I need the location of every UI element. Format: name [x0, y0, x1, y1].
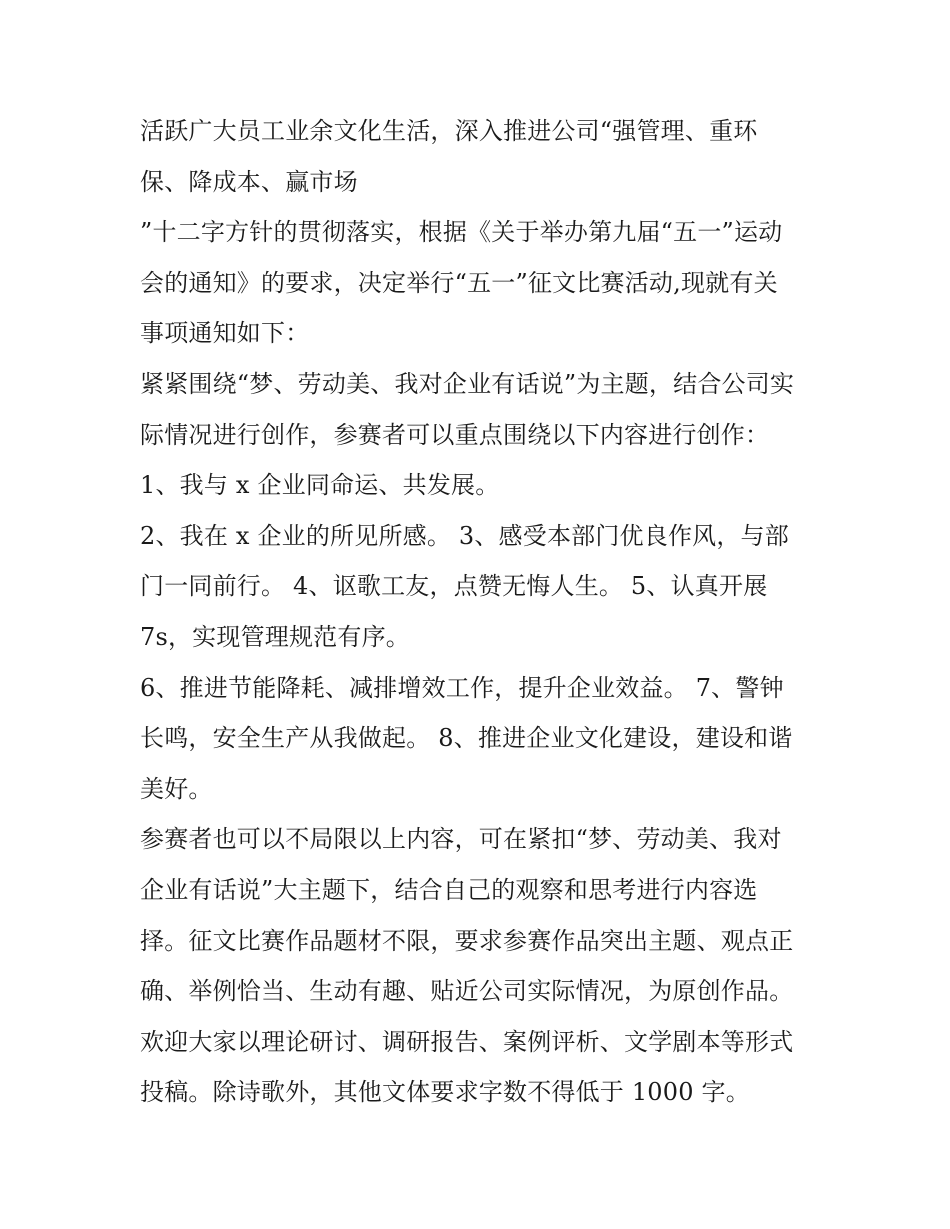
text-line: 长鸣，安全生产从我做起。 8、推进企业文化建设，建设和谐 — [140, 724, 793, 753]
text-line: 7s，实现管理规范有序。 — [140, 622, 410, 651]
text-line: 择。征文比赛作品题材不限，要求参赛作品突出主题、观点正 — [140, 926, 794, 955]
text-line: 美好。 — [140, 774, 213, 803]
text-line: 际情况进行创作，参赛者可以重点围绕以下内容进行创作： — [140, 420, 770, 449]
text-line: 确、举例恰当、生动有趣、贴近公司实际情况，为原创作品。 — [140, 977, 794, 1006]
text-line: 2、我在 x 企业的所见所感。 3、感受本部门优良作风，与部 — [140, 521, 789, 550]
text-line: 门一同前行。 4、讴歌工友，点赞无悔人生。 5、认真开展 — [140, 572, 768, 601]
text-line: 活跃广大员工业余文化生活，深入推进公司“强管理、重环 — [140, 117, 758, 145]
text-line: 6、推进节能降耗、减排增效工作，提升企业效益。 7、警钟 — [140, 673, 784, 702]
text-line: 投稿。除诗歌外，其他文体要求字数不得低于 1000 字。 — [140, 1078, 750, 1107]
text-line: 欢迎大家以理论研讨、调研报告、案例评析、文学剧本等形式 — [140, 1027, 794, 1056]
text-line: 保、降成本、赢市场 — [140, 167, 358, 196]
text-line: 1、我与 x 企业同命运、共发展。 — [140, 471, 500, 500]
text-line: 企业有话说”大主题下，结合自己的观察和思考进行内容选 — [140, 875, 758, 904]
document-body — [140, 106, 820, 1118]
text-line: 会的通知》的要求，决定举行“五一”征文比赛活动,现就有关 — [140, 268, 778, 297]
text-line: 事项通知如下： — [140, 319, 310, 348]
text-line: 参赛者也可以不局限以上内容，可在紧扣“梦、劳动美、我对 — [140, 825, 782, 854]
text-line: ”十二字方针的贯彻落实，根据《关于举办第九届“五一”运动 — [140, 218, 783, 247]
text-line: 紧紧围绕“梦、劳动美、我对企业有话说”为主题，结合公司实 — [140, 369, 795, 398]
